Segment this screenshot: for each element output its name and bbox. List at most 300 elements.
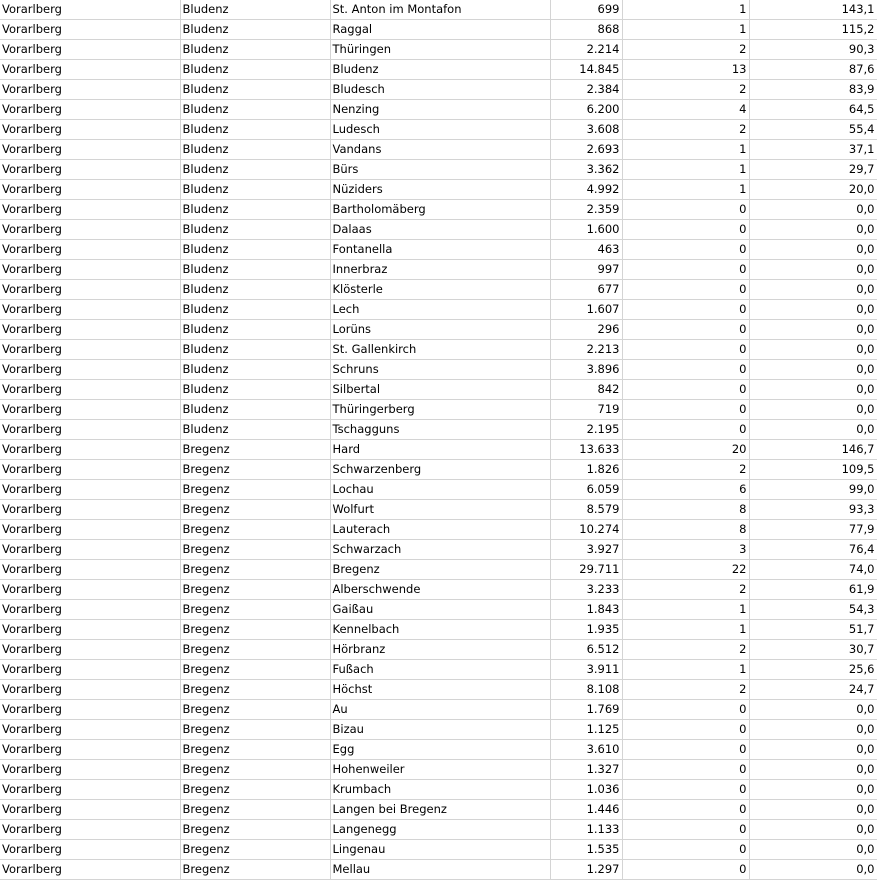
cell-population[interactable]: 677 <box>550 280 622 300</box>
cell-cases[interactable]: 0 <box>622 320 749 340</box>
cell-population[interactable]: 1.607 <box>550 300 622 320</box>
cell-cases[interactable]: 13 <box>622 60 749 80</box>
table-row <box>0 140 877 160</box>
cell-population[interactable]: 719 <box>550 400 622 420</box>
cell-cases[interactable]: 2 <box>622 640 749 660</box>
cell-municipality[interactable]: Bizau <box>330 720 550 740</box>
cell-state[interactable]: Vorarlberg <box>0 820 180 840</box>
cell-population[interactable]: 4.992 <box>550 180 622 200</box>
cell-municipality[interactable]: Dalaas <box>330 220 550 240</box>
table-row <box>0 520 877 540</box>
cell-municipality[interactable]: Lingenau <box>330 840 550 860</box>
cell-district[interactable]: Bregenz <box>180 480 330 500</box>
cell-population[interactable]: 3.927 <box>550 540 622 560</box>
cell-municipality[interactable]: Langen bei Bregenz <box>330 800 550 820</box>
table-row <box>0 660 877 680</box>
cell-incidence[interactable]: 0,0 <box>749 320 877 340</box>
cell-municipality[interactable]: Innerbraz <box>330 260 550 280</box>
cell-state[interactable]: Vorarlberg <box>0 80 180 100</box>
cell-state[interactable]: Vorarlberg <box>0 640 180 660</box>
cell-municipality[interactable]: St. Anton im Montafon <box>330 0 550 20</box>
cell-cases[interactable]: 1 <box>622 0 749 20</box>
cell-cases[interactable]: 8 <box>622 520 749 540</box>
cell-cases[interactable]: 0 <box>622 420 749 440</box>
cell-district[interactable]: Bludenz <box>180 20 330 40</box>
cell-municipality[interactable]: Hohenweiler <box>330 760 550 780</box>
table-row <box>0 420 877 440</box>
cell-incidence[interactable]: 0,0 <box>749 780 877 800</box>
cell-state[interactable]: Vorarlberg <box>0 40 180 60</box>
cell-municipality[interactable]: Lochau <box>330 480 550 500</box>
cell-population[interactable]: 1.600 <box>550 220 622 240</box>
cell-district[interactable]: Bludenz <box>180 140 330 160</box>
cell-cases[interactable]: 0 <box>622 800 749 820</box>
cell-municipality[interactable]: Silbertal <box>330 380 550 400</box>
cell-municipality[interactable]: Krumbach <box>330 780 550 800</box>
cell-municipality[interactable]: Schruns <box>330 360 550 380</box>
cell-incidence[interactable]: 64,5 <box>749 100 877 120</box>
table-row <box>0 400 877 420</box>
cell-incidence[interactable]: 0,0 <box>749 400 877 420</box>
cell-state[interactable]: Vorarlberg <box>0 720 180 740</box>
cell-cases[interactable]: 0 <box>622 200 749 220</box>
cell-state[interactable]: Vorarlberg <box>0 200 180 220</box>
table-row <box>0 160 877 180</box>
cell-state[interactable]: Vorarlberg <box>0 380 180 400</box>
cell-district[interactable]: Bludenz <box>180 100 330 120</box>
table-row <box>0 480 877 500</box>
cell-municipality[interactable]: Lorüns <box>330 320 550 340</box>
table-row <box>0 220 877 240</box>
cell-incidence[interactable]: 0,0 <box>749 700 877 720</box>
cell-cases[interactable]: 0 <box>622 300 749 320</box>
cell-state[interactable]: Vorarlberg <box>0 620 180 640</box>
cell-population[interactable]: 13.633 <box>550 440 622 460</box>
table-row <box>0 780 877 800</box>
table-row <box>0 260 877 280</box>
table-row <box>0 60 877 80</box>
cell-population[interactable]: 6.059 <box>550 480 622 500</box>
table-row <box>0 640 877 660</box>
cell-cases[interactable]: 4 <box>622 100 749 120</box>
cell-population[interactable]: 1.535 <box>550 840 622 860</box>
cell-cases[interactable]: 22 <box>622 560 749 580</box>
cell-state[interactable]: Vorarlberg <box>0 240 180 260</box>
cell-cases[interactable]: 2 <box>622 460 749 480</box>
cell-district[interactable]: Bregenz <box>180 660 330 680</box>
cell-municipality[interactable]: Hörbranz <box>330 640 550 660</box>
cell-state[interactable]: Vorarlberg <box>0 180 180 200</box>
cell-incidence[interactable]: 0,0 <box>749 740 877 760</box>
cell-cases[interactable]: 0 <box>622 400 749 420</box>
cell-municipality[interactable]: Kennelbach <box>330 620 550 640</box>
cell-state[interactable]: Vorarlberg <box>0 140 180 160</box>
table-row <box>0 120 877 140</box>
cell-district[interactable]: Bludenz <box>180 60 330 80</box>
cell-incidence[interactable]: 0,0 <box>749 300 877 320</box>
cell-population[interactable]: 3.233 <box>550 580 622 600</box>
cell-municipality[interactable]: Raggal <box>330 20 550 40</box>
cell-incidence[interactable]: 51,7 <box>749 620 877 640</box>
cell-district[interactable]: Bludenz <box>180 280 330 300</box>
cell-population[interactable]: 1.036 <box>550 780 622 800</box>
cell-population[interactable]: 1.297 <box>550 860 622 880</box>
cell-municipality[interactable]: Thüringen <box>330 40 550 60</box>
table-row <box>0 0 877 20</box>
cell-population[interactable]: 2.195 <box>550 420 622 440</box>
cell-incidence[interactable]: 146,7 <box>749 440 877 460</box>
cell-population[interactable]: 3.362 <box>550 160 622 180</box>
cell-cases[interactable]: 0 <box>622 820 749 840</box>
cell-municipality[interactable]: St. Gallenkirch <box>330 340 550 360</box>
cell-state[interactable]: Vorarlberg <box>0 780 180 800</box>
cell-state[interactable]: Vorarlberg <box>0 520 180 540</box>
cell-municipality[interactable]: Mellau <box>330 860 550 880</box>
cell-population[interactable]: 6.512 <box>550 640 622 660</box>
table-row <box>0 540 877 560</box>
cell-cases[interactable]: 8 <box>622 500 749 520</box>
cell-state[interactable]: Vorarlberg <box>0 800 180 820</box>
cell-district[interactable]: Bludenz <box>180 300 330 320</box>
cell-municipality[interactable]: Tschagguns <box>330 420 550 440</box>
cell-state[interactable]: Vorarlberg <box>0 700 180 720</box>
cell-district[interactable]: Bregenz <box>180 760 330 780</box>
cell-incidence[interactable]: 0,0 <box>749 760 877 780</box>
cell-incidence[interactable]: 83,9 <box>749 80 877 100</box>
cell-district[interactable]: Bludenz <box>180 420 330 440</box>
cell-cases[interactable]: 0 <box>622 340 749 360</box>
cell-cases[interactable]: 0 <box>622 700 749 720</box>
cell-population[interactable]: 3.911 <box>550 660 622 680</box>
cell-cases[interactable]: 2 <box>622 40 749 60</box>
cell-incidence[interactable]: 115,2 <box>749 20 877 40</box>
cell-municipality[interactable]: Bürs <box>330 160 550 180</box>
cell-state[interactable]: Vorarlberg <box>0 760 180 780</box>
cell-population[interactable]: 463 <box>550 240 622 260</box>
cell-cases[interactable]: 0 <box>622 360 749 380</box>
cell-incidence[interactable]: 0,0 <box>749 220 877 240</box>
cell-cases[interactable]: 0 <box>622 860 749 880</box>
cell-district[interactable]: Bludenz <box>180 320 330 340</box>
table-row <box>0 320 877 340</box>
cell-state[interactable]: Vorarlberg <box>0 300 180 320</box>
cell-incidence[interactable]: 24,7 <box>749 680 877 700</box>
cell-population[interactable]: 1.446 <box>550 800 622 820</box>
cell-incidence[interactable]: 0,0 <box>749 360 877 380</box>
cell-incidence[interactable]: 74,0 <box>749 560 877 580</box>
cell-state[interactable]: Vorarlberg <box>0 440 180 460</box>
cell-incidence[interactable]: 77,9 <box>749 520 877 540</box>
cell-state[interactable]: Vorarlberg <box>0 740 180 760</box>
cell-population[interactable]: 842 <box>550 380 622 400</box>
table-row <box>0 440 877 460</box>
cell-cases[interactable]: 1 <box>622 20 749 40</box>
cell-population[interactable]: 296 <box>550 320 622 340</box>
cell-incidence[interactable]: 29,7 <box>749 160 877 180</box>
cell-incidence[interactable]: 61,9 <box>749 580 877 600</box>
cell-state[interactable]: Vorarlberg <box>0 840 180 860</box>
cell-incidence[interactable]: 143,1 <box>749 0 877 20</box>
cell-cases[interactable]: 6 <box>622 480 749 500</box>
table-row <box>0 800 877 820</box>
cell-state[interactable]: Vorarlberg <box>0 560 180 580</box>
cell-population[interactable]: 1.133 <box>550 820 622 840</box>
cell-state[interactable]: Vorarlberg <box>0 680 180 700</box>
cell-population[interactable]: 1.327 <box>550 760 622 780</box>
cell-state[interactable]: Vorarlberg <box>0 340 180 360</box>
cell-municipality[interactable]: Vandans <box>330 140 550 160</box>
cell-population[interactable]: 868 <box>550 20 622 40</box>
cell-state[interactable]: Vorarlberg <box>0 120 180 140</box>
cell-cases[interactable]: 0 <box>622 740 749 760</box>
cell-district[interactable]: Bludenz <box>180 220 330 240</box>
cell-district[interactable]: Bregenz <box>180 440 330 460</box>
cell-state[interactable]: Vorarlberg <box>0 100 180 120</box>
table-row <box>0 840 877 860</box>
cell-incidence[interactable]: 25,6 <box>749 660 877 680</box>
cell-municipality[interactable]: Alberschwende <box>330 580 550 600</box>
cell-district[interactable]: Bregenz <box>180 520 330 540</box>
cell-municipality[interactable]: Fontanella <box>330 240 550 260</box>
cell-population[interactable]: 3.896 <box>550 360 622 380</box>
cell-state[interactable]: Vorarlberg <box>0 20 180 40</box>
cell-population[interactable]: 10.274 <box>550 520 622 540</box>
cell-state[interactable]: Vorarlberg <box>0 320 180 340</box>
cell-incidence[interactable]: 0,0 <box>749 380 877 400</box>
table-row <box>0 600 877 620</box>
cell-district[interactable]: Bregenz <box>180 620 330 640</box>
cell-municipality[interactable]: Bludenz <box>330 60 550 80</box>
cell-district[interactable]: Bludenz <box>180 260 330 280</box>
cell-district[interactable]: Bludenz <box>180 360 330 380</box>
cell-cases[interactable]: 0 <box>622 840 749 860</box>
cell-district[interactable]: Bludenz <box>180 80 330 100</box>
cell-population[interactable]: 997 <box>550 260 622 280</box>
table-row <box>0 820 877 840</box>
cell-incidence[interactable]: 0,0 <box>749 720 877 740</box>
cell-district[interactable]: Bregenz <box>180 540 330 560</box>
cell-cases[interactable]: 1 <box>622 140 749 160</box>
cell-cases[interactable]: 2 <box>622 120 749 140</box>
cell-state[interactable]: Vorarlberg <box>0 260 180 280</box>
table-row <box>0 240 877 260</box>
cell-district[interactable]: Bludenz <box>180 380 330 400</box>
cell-cases[interactable]: 0 <box>622 220 749 240</box>
cell-cases[interactable]: 0 <box>622 260 749 280</box>
cell-cases[interactable]: 0 <box>622 780 749 800</box>
cell-incidence[interactable]: 20,0 <box>749 180 877 200</box>
cell-incidence[interactable]: 87,6 <box>749 60 877 80</box>
cell-municipality[interactable]: Hard <box>330 440 550 460</box>
cell-population[interactable]: 2.213 <box>550 340 622 360</box>
cell-state[interactable]: Vorarlberg <box>0 220 180 240</box>
table-row <box>0 580 877 600</box>
table-row <box>0 860 877 880</box>
table-row <box>0 720 877 740</box>
cell-state[interactable]: Vorarlberg <box>0 580 180 600</box>
cell-population[interactable]: 2.214 <box>550 40 622 60</box>
cell-population[interactable]: 1.935 <box>550 620 622 640</box>
cell-municipality[interactable]: Au <box>330 700 550 720</box>
cell-district[interactable]: Bregenz <box>180 640 330 660</box>
cell-district[interactable]: Bludenz <box>180 180 330 200</box>
cell-municipality[interactable]: Nüziders <box>330 180 550 200</box>
cell-incidence[interactable]: 109,5 <box>749 460 877 480</box>
cell-state[interactable]: Vorarlberg <box>0 460 180 480</box>
cell-municipality[interactable]: Höchst <box>330 680 550 700</box>
table-row <box>0 20 877 40</box>
cell-cases[interactable]: 0 <box>622 720 749 740</box>
cell-population[interactable]: 3.608 <box>550 120 622 140</box>
cell-district[interactable]: Bludenz <box>180 0 330 20</box>
cell-incidence[interactable]: 90,3 <box>749 40 877 60</box>
cell-municipality[interactable]: Bartholomäberg <box>330 200 550 220</box>
cell-district[interactable]: Bregenz <box>180 740 330 760</box>
cell-incidence[interactable]: 0,0 <box>749 280 877 300</box>
cell-state[interactable]: Vorarlberg <box>0 660 180 680</box>
cell-population[interactable]: 699 <box>550 0 622 20</box>
cell-state[interactable]: Vorarlberg <box>0 160 180 180</box>
cell-incidence[interactable]: 93,3 <box>749 500 877 520</box>
cell-population[interactable]: 29.711 <box>550 560 622 580</box>
cell-municipality[interactable]: Ludesch <box>330 120 550 140</box>
cell-cases[interactable]: 1 <box>622 180 749 200</box>
cell-district[interactable]: Bludenz <box>180 340 330 360</box>
cell-incidence[interactable]: 37,1 <box>749 140 877 160</box>
cell-cases[interactable]: 1 <box>622 160 749 180</box>
cell-municipality[interactable]: Fußach <box>330 660 550 680</box>
cell-cases[interactable]: 1 <box>622 600 749 620</box>
table-row <box>0 360 877 380</box>
cell-district[interactable]: Bregenz <box>180 840 330 860</box>
cell-cases[interactable]: 2 <box>622 80 749 100</box>
table-row <box>0 180 877 200</box>
cell-population[interactable]: 2.359 <box>550 200 622 220</box>
cell-district[interactable]: Bregenz <box>180 780 330 800</box>
cell-incidence[interactable]: 0,0 <box>749 840 877 860</box>
cell-municipality[interactable]: Gaißau <box>330 600 550 620</box>
cell-cases[interactable]: 3 <box>622 540 749 560</box>
cell-state[interactable]: Vorarlberg <box>0 480 180 500</box>
cell-population[interactable]: 14.845 <box>550 60 622 80</box>
cell-incidence[interactable]: 0,0 <box>749 340 877 360</box>
cell-district[interactable]: Bregenz <box>180 860 330 880</box>
cell-municipality[interactable]: Wolfurt <box>330 500 550 520</box>
cell-population[interactable]: 8.579 <box>550 500 622 520</box>
cell-district[interactable]: Bregenz <box>180 500 330 520</box>
table-row <box>0 700 877 720</box>
cell-municipality[interactable]: Bludesch <box>330 80 550 100</box>
cell-population[interactable]: 2.384 <box>550 80 622 100</box>
cell-cases[interactable]: 0 <box>622 240 749 260</box>
table-row <box>0 560 877 580</box>
cell-cases[interactable]: 0 <box>622 280 749 300</box>
cell-cases[interactable]: 2 <box>622 680 749 700</box>
cell-incidence[interactable]: 0,0 <box>749 800 877 820</box>
cell-state[interactable]: Vorarlberg <box>0 500 180 520</box>
cell-incidence[interactable]: 76,4 <box>749 540 877 560</box>
cell-cases[interactable]: 0 <box>622 380 749 400</box>
cell-cases[interactable]: 0 <box>622 760 749 780</box>
cell-district[interactable]: Bludenz <box>180 40 330 60</box>
cell-incidence[interactable]: 54,3 <box>749 600 877 620</box>
cell-district[interactable]: Bludenz <box>180 400 330 420</box>
cell-population[interactable]: 8.108 <box>550 680 622 700</box>
cell-state[interactable]: Vorarlberg <box>0 860 180 880</box>
cell-municipality[interactable]: Bregenz <box>330 560 550 580</box>
cell-municipality[interactable]: Egg <box>330 740 550 760</box>
cell-district[interactable]: Bregenz <box>180 600 330 620</box>
cell-district[interactable]: Bludenz <box>180 200 330 220</box>
cell-municipality[interactable]: Klösterle <box>330 280 550 300</box>
cell-state[interactable]: Vorarlberg <box>0 420 180 440</box>
cell-population[interactable]: 1.769 <box>550 700 622 720</box>
cell-population[interactable]: 1.843 <box>550 600 622 620</box>
table-row <box>0 740 877 760</box>
cell-incidence[interactable]: 30,7 <box>749 640 877 660</box>
cell-district[interactable]: Bludenz <box>180 120 330 140</box>
cell-incidence[interactable]: 0,0 <box>749 820 877 840</box>
cell-district[interactable]: Bregenz <box>180 800 330 820</box>
cell-district[interactable]: Bregenz <box>180 820 330 840</box>
cell-municipality[interactable]: Schwarzenberg <box>330 460 550 480</box>
cell-incidence[interactable]: 0,0 <box>749 240 877 260</box>
cell-incidence[interactable]: 55,4 <box>749 120 877 140</box>
cell-district[interactable]: Bludenz <box>180 160 330 180</box>
cell-state[interactable]: Vorarlberg <box>0 60 180 80</box>
cell-state[interactable]: Vorarlberg <box>0 600 180 620</box>
table-row <box>0 80 877 100</box>
cell-cases[interactable]: 1 <box>622 660 749 680</box>
cell-district[interactable]: Bludenz <box>180 240 330 260</box>
cell-district[interactable]: Bregenz <box>180 580 330 600</box>
cell-municipality[interactable]: Langenegg <box>330 820 550 840</box>
cell-municipality[interactable]: Lech <box>330 300 550 320</box>
table-row <box>0 200 877 220</box>
table-row <box>0 500 877 520</box>
cell-state[interactable]: Vorarlberg <box>0 540 180 560</box>
cell-state[interactable]: Vorarlberg <box>0 360 180 380</box>
cell-municipality[interactable]: Lauterach <box>330 520 550 540</box>
cell-district[interactable]: Bregenz <box>180 560 330 580</box>
cell-state[interactable]: Vorarlberg <box>0 400 180 420</box>
cell-municipality[interactable]: Nenzing <box>330 100 550 120</box>
cell-district[interactable]: Bregenz <box>180 700 330 720</box>
cell-municipality[interactable]: Schwarzach <box>330 540 550 560</box>
cell-population[interactable]: 2.693 <box>550 140 622 160</box>
cell-cases[interactable]: 1 <box>622 620 749 640</box>
cell-incidence[interactable]: 0,0 <box>749 200 877 220</box>
cell-incidence[interactable]: 0,0 <box>749 260 877 280</box>
cell-cases[interactable]: 2 <box>622 580 749 600</box>
cell-municipality[interactable]: Thüringerberg <box>330 400 550 420</box>
cell-state[interactable]: Vorarlberg <box>0 280 180 300</box>
table-row <box>0 680 877 700</box>
cell-district[interactable]: Bregenz <box>180 680 330 700</box>
cell-population[interactable]: 3.610 <box>550 740 622 760</box>
cell-population[interactable]: 1.125 <box>550 720 622 740</box>
cell-district[interactable]: Bregenz <box>180 720 330 740</box>
cell-incidence[interactable]: 99,0 <box>749 480 877 500</box>
cell-state[interactable]: Vorarlberg <box>0 0 180 20</box>
cell-incidence[interactable]: 0,0 <box>749 420 877 440</box>
cell-population[interactable]: 6.200 <box>550 100 622 120</box>
cell-population[interactable]: 1.826 <box>550 460 622 480</box>
table-row <box>0 460 877 480</box>
cell-district[interactable]: Bregenz <box>180 460 330 480</box>
cell-incidence[interactable]: 0,0 <box>749 860 877 880</box>
cell-cases[interactable]: 20 <box>622 440 749 460</box>
